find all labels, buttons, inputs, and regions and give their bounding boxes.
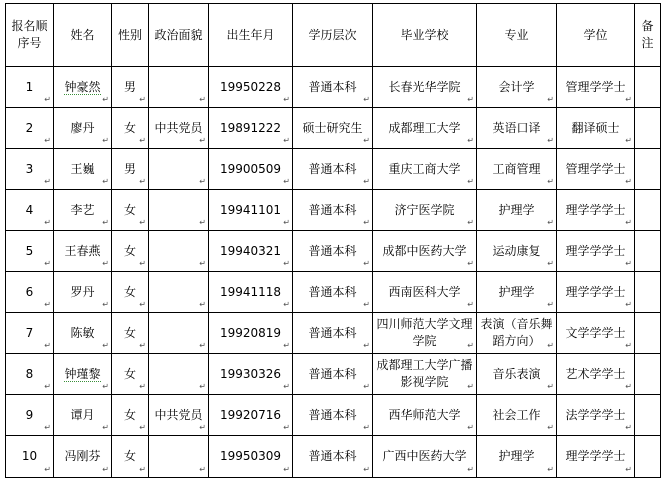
political-status-cell-text: 中共党员 [154,120,203,135]
name-cell [54,231,112,272]
major-cell [477,190,557,231]
birth-date-cell [209,436,293,478]
birth-date-cell [209,231,293,272]
row-number-text: 8 [25,366,34,381]
name-cell [54,395,112,436]
name-cell [54,108,112,149]
paragraph-mark-icon: ↵ [283,382,290,391]
education-level-cell-text: 普通本科 [308,366,357,381]
paragraph-mark-icon: ↵ [547,300,554,309]
name-cell [54,313,112,354]
row-number [6,395,54,436]
paragraph-mark-icon: ↵ [467,465,474,474]
sex-cell [112,67,149,108]
school-cell [373,231,477,272]
political-status-cell [149,395,209,436]
paragraph-mark-icon: ↵ [139,300,146,309]
name-cell-text: 谭月 [70,407,95,422]
header-cell: 学历层次 [293,4,373,67]
school-cell [373,108,477,149]
row-number [6,149,54,190]
sex-cell-text: 女 [123,243,136,258]
political-status-cell [149,313,209,354]
birth-date-cell-text: 19940321 [219,243,282,258]
paragraph-mark-icon: ↵ [467,218,474,227]
name-cell-text: 罗丹 [70,284,95,299]
school-cell-text: 西南医科大学 [388,284,461,299]
row-number [6,231,54,272]
paragraph-mark-icon: ↵ [467,341,474,350]
row-number-text: 3 [25,161,34,176]
remark-cell [635,436,661,478]
major-cell-text: 表演（音乐舞蹈方向） [480,317,553,348]
major-cell [477,313,557,354]
degree-cell-text: 艺术学学士 [565,366,626,381]
row-number [6,272,54,313]
name-cell-text: 王春燕 [64,243,101,258]
remark-cell [635,313,661,354]
sex-cell-text: 女 [123,407,136,422]
paragraph-mark-icon: ↵ [102,95,109,104]
paragraph-mark-icon: ↵ [199,177,206,186]
paragraph-mark-icon: ↵ [547,382,554,391]
name-cell-text: 王巍 [70,161,95,176]
birth-date-cell [209,313,293,354]
name-cell-text: 李艺 [70,202,95,217]
major-cell-text: 护理学 [498,284,535,299]
sex-cell-text: 女 [123,284,136,299]
birth-date-cell-text: 19920716 [219,407,282,422]
paragraph-mark-icon: ↵ [139,136,146,145]
school-cell-text: 成都理工大学广播影视学院 [376,358,473,389]
school-cell-text: 重庆工商大学 [388,161,461,176]
sex-cell [112,190,149,231]
education-level-cell-text: 普通本科 [308,407,357,422]
paragraph-mark-icon: ↵ [363,423,370,432]
school-cell [373,395,477,436]
table-row [6,149,661,190]
school-cell-text: 广西中医药大学 [382,449,467,463]
degree-cell-text: 翻译硕士 [571,120,620,135]
paragraph-mark-icon: ↵ [547,423,554,432]
degree-cell [557,272,635,313]
paragraph-mark-icon: ↵ [44,136,51,145]
row-number-text: 5 [25,243,34,258]
name-cell [54,272,112,313]
paragraph-mark-icon: ↵ [625,300,632,309]
school-cell [373,354,477,395]
paragraph-mark-icon: ↵ [44,341,51,350]
major-cell [477,436,557,478]
row-number [6,108,54,149]
row-number [6,67,54,108]
major-cell [477,149,557,190]
paragraph-mark-icon: ↵ [363,177,370,186]
row-number-text: 4 [25,202,34,217]
birth-date-cell [209,190,293,231]
degree-cell-text: 理学学学士 [565,449,626,463]
education-level-cell [293,436,373,478]
sex-cell [112,354,149,395]
paragraph-mark-icon: ↵ [44,95,51,104]
school-cell-text: 四川师范大学文理学院 [376,317,473,348]
education-level-cell-text: 普通本科 [308,243,357,258]
birth-date-cell [209,395,293,436]
school-cell-text: 成都理工大学 [388,120,461,135]
degree-cell [557,108,635,149]
education-level-cell-text: 硕士研究生 [302,120,363,135]
major-cell-text: 会计学 [498,79,535,94]
paragraph-mark-icon: ↵ [547,136,554,145]
major-cell [477,67,557,108]
paragraph-mark-icon: ↵ [102,300,109,309]
major-cell [477,395,557,436]
paragraph-mark-icon: ↵ [283,95,290,104]
paragraph-mark-icon: ↵ [44,177,51,186]
paragraph-mark-icon: ↵ [44,465,51,474]
paragraph-mark-icon: ↵ [363,218,370,227]
paragraph-mark-icon: ↵ [44,382,51,391]
paragraph-mark-icon: ↵ [102,136,109,145]
paragraph-mark-icon: ↵ [625,177,632,186]
education-level-cell-text: 普通本科 [308,202,357,217]
major-cell-text: 运动康复 [492,243,541,258]
table-row [6,272,661,313]
table-row [6,354,661,395]
paragraph-mark-icon: ↵ [363,136,370,145]
birth-date-cell [209,354,293,395]
education-level-cell [293,313,373,354]
paragraph-mark-icon: ↵ [625,423,632,432]
education-level-cell [293,149,373,190]
paragraph-mark-icon: ↵ [547,218,554,227]
sex-cell-text: 男 [123,79,136,94]
degree-cell-text: 管理学学士 [565,79,626,94]
remark-cell [635,190,661,231]
remark-cell [635,108,661,149]
paragraph-mark-icon: ↵ [199,423,206,432]
paragraph-mark-icon: ↵ [283,423,290,432]
education-level-cell-text: 普通本科 [308,79,357,94]
paragraph-mark-icon: ↵ [467,300,474,309]
education-level-cell-text: 普通本科 [308,284,357,299]
paragraph-mark-icon: ↵ [199,218,206,227]
paragraph-mark-icon: ↵ [44,259,51,268]
education-level-cell-text: 普通本科 [308,325,357,340]
name-cell [54,354,112,395]
sex-cell-text: 男 [123,161,136,176]
row-number-text: 6 [25,284,34,299]
sex-cell-text: 女 [123,325,136,340]
sex-cell-text: 女 [123,120,136,135]
paragraph-mark-icon: ↵ [363,465,370,474]
paragraph-mark-icon: ↵ [139,341,146,350]
education-level-cell [293,108,373,149]
sex-cell [112,395,149,436]
major-cell-text: 音乐表演 [492,366,541,381]
major-cell-text: 护理学 [498,449,535,463]
candidate-table [5,3,661,478]
school-cell [373,272,477,313]
sex-cell [112,149,149,190]
birth-date-cell [209,108,293,149]
degree-cell [557,313,635,354]
sex-cell [112,436,149,478]
remark-cell [635,149,661,190]
paragraph-mark-icon: ↵ [199,95,206,104]
school-cell [373,149,477,190]
school-cell-text: 西华师范大学 [388,407,461,422]
school-cell [373,67,477,108]
paragraph-mark-icon: ↵ [283,259,290,268]
paragraph-mark-icon: ↵ [363,95,370,104]
sex-cell [112,313,149,354]
header-cell: 性别 [112,4,149,67]
row-number-text: 7 [25,325,34,340]
row-number-text: 10 [21,449,38,463]
paragraph-mark-icon: ↵ [467,259,474,268]
degree-cell [557,395,635,436]
major-cell-text: 工商管理 [492,161,541,176]
row-number-text: 9 [25,407,34,422]
header-cell: 备注 [635,4,661,67]
paragraph-mark-icon: ↵ [102,341,109,350]
political-status-cell [149,272,209,313]
name-cell-text: 冯刚芬 [64,449,101,463]
header-cell: 出生年月 [209,4,293,67]
header-cell: 毕业学校 [373,4,477,67]
paragraph-mark-icon: ↵ [625,259,632,268]
paragraph-mark-icon: ↵ [139,177,146,186]
header-cell: 姓名 [54,4,112,67]
name-cell-text: 廖丹 [70,120,95,135]
row-number [6,436,54,478]
degree-cell-text: 法学学学士 [565,407,626,422]
header-cell: 报名顺序号 [6,4,54,67]
degree-cell [557,436,635,478]
paragraph-mark-icon: ↵ [44,423,51,432]
row-number [6,313,54,354]
name-cell [54,436,112,478]
major-cell [477,231,557,272]
birth-date-cell-text: 19950228 [219,79,282,94]
school-cell [373,313,477,354]
paragraph-mark-icon: ↵ [139,218,146,227]
education-level-cell [293,354,373,395]
birth-date-cell [209,272,293,313]
paragraph-mark-icon: ↵ [547,95,554,104]
paragraph-mark-icon: ↵ [467,177,474,186]
paragraph-mark-icon: ↵ [547,341,554,350]
major-cell-text: 护理学 [498,202,535,217]
paragraph-mark-icon: ↵ [467,136,474,145]
birth-date-cell [209,67,293,108]
birth-date-cell-text: 19930326 [219,366,282,381]
table-row [6,67,661,108]
remark-cell [635,67,661,108]
sex-cell-text: 女 [123,366,136,381]
table-row [6,231,661,272]
sex-cell-text: 女 [123,449,136,463]
paragraph-mark-icon: ↵ [102,177,109,186]
major-cell-text: 社会工作 [492,407,541,422]
paragraph-mark-icon: ↵ [199,136,206,145]
paragraph-mark-icon: ↵ [363,259,370,268]
paragraph-mark-icon: ↵ [199,300,206,309]
row-number-text: 2 [25,120,34,135]
major-cell [477,108,557,149]
political-status-cell [149,108,209,149]
paragraph-mark-icon: ↵ [283,218,290,227]
paragraph-mark-icon: ↵ [363,300,370,309]
paragraph-mark-icon: ↵ [625,382,632,391]
education-level-cell [293,231,373,272]
major-cell [477,354,557,395]
table-row [6,436,661,478]
political-status-cell [149,149,209,190]
degree-cell [557,354,635,395]
political-status-cell [149,436,209,478]
paragraph-mark-icon: ↵ [547,465,554,474]
sex-cell [112,231,149,272]
remark-cell [635,354,661,395]
paragraph-mark-icon: ↵ [283,177,290,186]
education-level-cell [293,67,373,108]
school-cell-text: 成都中医药大学 [382,243,467,258]
paragraph-mark-icon: ↵ [283,465,290,474]
birth-date-cell-text: 19950309 [219,449,282,463]
birth-date-cell-text: 19941118 [219,284,282,299]
school-cell-text: 长春光华学院 [388,79,461,94]
sex-cell [112,272,149,313]
paragraph-mark-icon: ↵ [199,465,206,474]
birth-date-cell-text: 19891222 [219,120,282,135]
paragraph-mark-icon: ↵ [139,259,146,268]
major-cell [477,272,557,313]
paragraph-mark-icon: ↵ [199,341,206,350]
birth-date-cell [209,149,293,190]
paragraph-mark-icon: ↵ [547,259,554,268]
degree-cell-text: 文学学学士 [565,325,626,340]
school-cell [373,436,477,478]
paragraph-mark-icon: ↵ [363,341,370,350]
birth-date-cell-text: 19900509 [219,161,282,176]
degree-cell-text: 管理学学士 [565,161,626,176]
school-cell [373,190,477,231]
table-row [6,190,661,231]
name-cell [54,67,112,108]
sex-cell [112,108,149,149]
table-row [6,313,661,354]
header-cell: 政治面貌 [149,4,209,67]
name-cell [54,190,112,231]
paragraph-mark-icon: ↵ [625,95,632,104]
paragraph-mark-icon: ↵ [139,423,146,432]
paragraph-mark-icon: ↵ [102,382,109,391]
header-cell: 专业 [477,4,557,67]
paragraph-mark-icon: ↵ [625,465,632,474]
name-cell-text: 钟豪然 [64,79,101,94]
paragraph-mark-icon: ↵ [44,218,51,227]
degree-cell-text: 理学学学士 [565,243,626,258]
birth-date-cell-text: 19941101 [219,202,282,217]
education-level-cell-text: 普通本科 [308,161,357,176]
name-cell-text: 钟瑾黎 [64,366,101,381]
row-number-text: 1 [25,79,34,94]
name-cell-text: 陈敏 [70,325,95,340]
paragraph-mark-icon: ↵ [625,218,632,227]
paragraph-mark-icon: ↵ [283,300,290,309]
row-number [6,354,54,395]
political-status-cell [149,190,209,231]
political-status-cell [149,354,209,395]
school-cell-text: 济宁医学院 [394,202,455,217]
paragraph-mark-icon: ↵ [102,423,109,432]
table-row [6,108,661,149]
education-level-cell [293,395,373,436]
birth-date-cell-text: 19920819 [219,325,282,340]
paragraph-mark-icon: ↵ [139,382,146,391]
paragraph-mark-icon: ↵ [102,218,109,227]
remark-cell [635,395,661,436]
paragraph-mark-icon: ↵ [625,341,632,350]
paragraph-mark-icon: ↵ [199,382,206,391]
paragraph-mark-icon: ↵ [547,177,554,186]
paragraph-mark-icon: ↵ [102,465,109,474]
paragraph-mark-icon: ↵ [467,382,474,391]
header-cell: 学位 [557,4,635,67]
remark-cell [635,231,661,272]
political-status-cell-text: 中共党员 [154,407,203,422]
name-cell [54,149,112,190]
major-cell-text: 英语口译 [492,120,541,135]
paragraph-mark-icon: ↵ [139,465,146,474]
degree-cell-text: 理学学学士 [565,284,626,299]
paragraph-mark-icon: ↵ [283,136,290,145]
degree-cell [557,231,635,272]
political-status-cell [149,67,209,108]
degree-cell [557,67,635,108]
paragraph-mark-icon: ↵ [625,136,632,145]
degree-cell [557,190,635,231]
paragraph-mark-icon: ↵ [467,423,474,432]
row-number [6,190,54,231]
remark-cell [635,272,661,313]
paragraph-mark-icon: ↵ [363,382,370,391]
political-status-cell [149,231,209,272]
table-row [6,395,661,436]
paragraph-mark-icon: ↵ [102,259,109,268]
education-level-cell [293,190,373,231]
sex-cell-text: 女 [123,202,136,217]
header-row [6,4,661,67]
paragraph-mark-icon: ↵ [199,259,206,268]
degree-cell [557,149,635,190]
paragraph-mark-icon: ↵ [467,95,474,104]
education-level-cell [293,272,373,313]
degree-cell-text: 理学学学士 [565,202,626,217]
paragraph-mark-icon: ↵ [44,300,51,309]
education-level-cell-text: 普通本科 [308,449,357,463]
paragraph-mark-icon: ↵ [139,95,146,104]
paragraph-mark-icon: ↵ [283,341,290,350]
